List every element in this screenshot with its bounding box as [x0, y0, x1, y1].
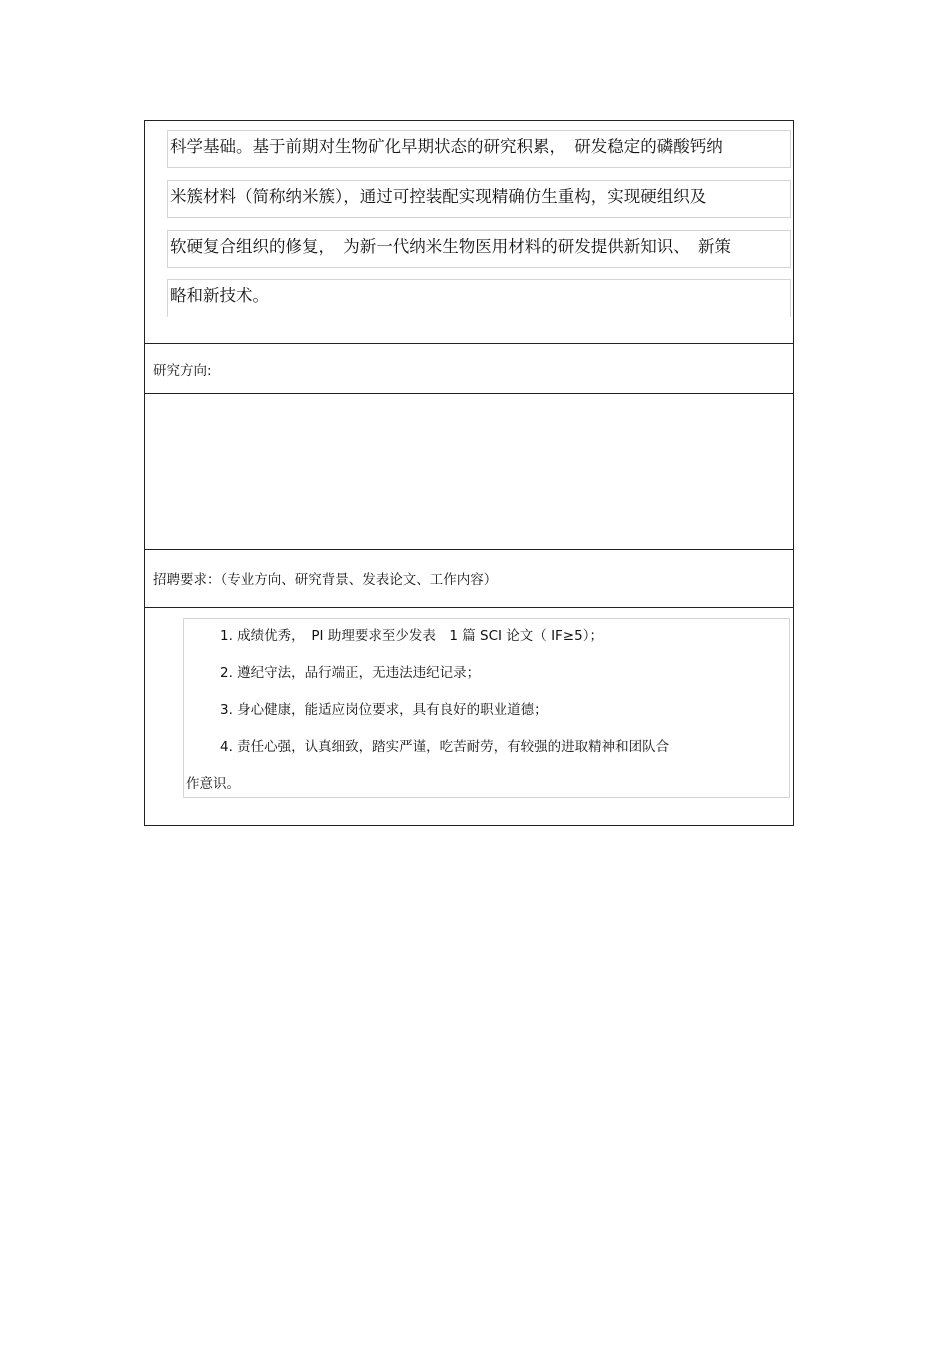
research-direction-content	[153, 406, 783, 546]
intro-line-text: 米簇材料（简称纳米簇），通过可控装配实现精确仿生重构，实现硬组织及	[170, 187, 707, 206]
intro-line-text: 软硬复合组织的修复， 为新一代纳米生物医用材料的研发提供新知识、 新策	[170, 237, 731, 256]
intro-line-text: 略和新技术。	[170, 286, 269, 305]
research-direction-label: 研究方向:	[153, 363, 212, 379]
intro-line	[167, 130, 791, 168]
intro-line	[167, 279, 791, 317]
row-divider	[145, 343, 793, 344]
requirement-item: 4. 责任心强，认真细致，踏实严谨，吃苦耐劳，有较强的进取精神和团队合	[220, 739, 670, 755]
intro-line	[167, 180, 791, 218]
row-divider	[145, 393, 793, 394]
row-divider	[145, 607, 793, 608]
requirement-item: 2. 遵纪守法，品行端正，无违法违纪记录；	[220, 665, 481, 681]
recruitment-table	[144, 120, 794, 826]
intro-line-text: 科学基础。基于前期对生物矿化早期状态的研究积累， 研发稳定的磷酸钙纳	[170, 137, 723, 156]
row-divider	[145, 549, 793, 550]
requirements-list	[183, 618, 790, 798]
requirement-item: 3. 身心健康，能适应岗位要求，具有良好的职业道德；	[220, 702, 548, 718]
requirements-label: 招聘要求：（专业方向、研究背景、发表论文、工作内容）	[153, 572, 498, 588]
requirement-item: 1. 成绩优秀， PI 助理要求至少发表 1 篇 SCI 论文（ IF≥5）；	[220, 628, 603, 644]
intro-line	[167, 230, 791, 268]
requirement-continuation: 作意识。	[186, 776, 240, 792]
